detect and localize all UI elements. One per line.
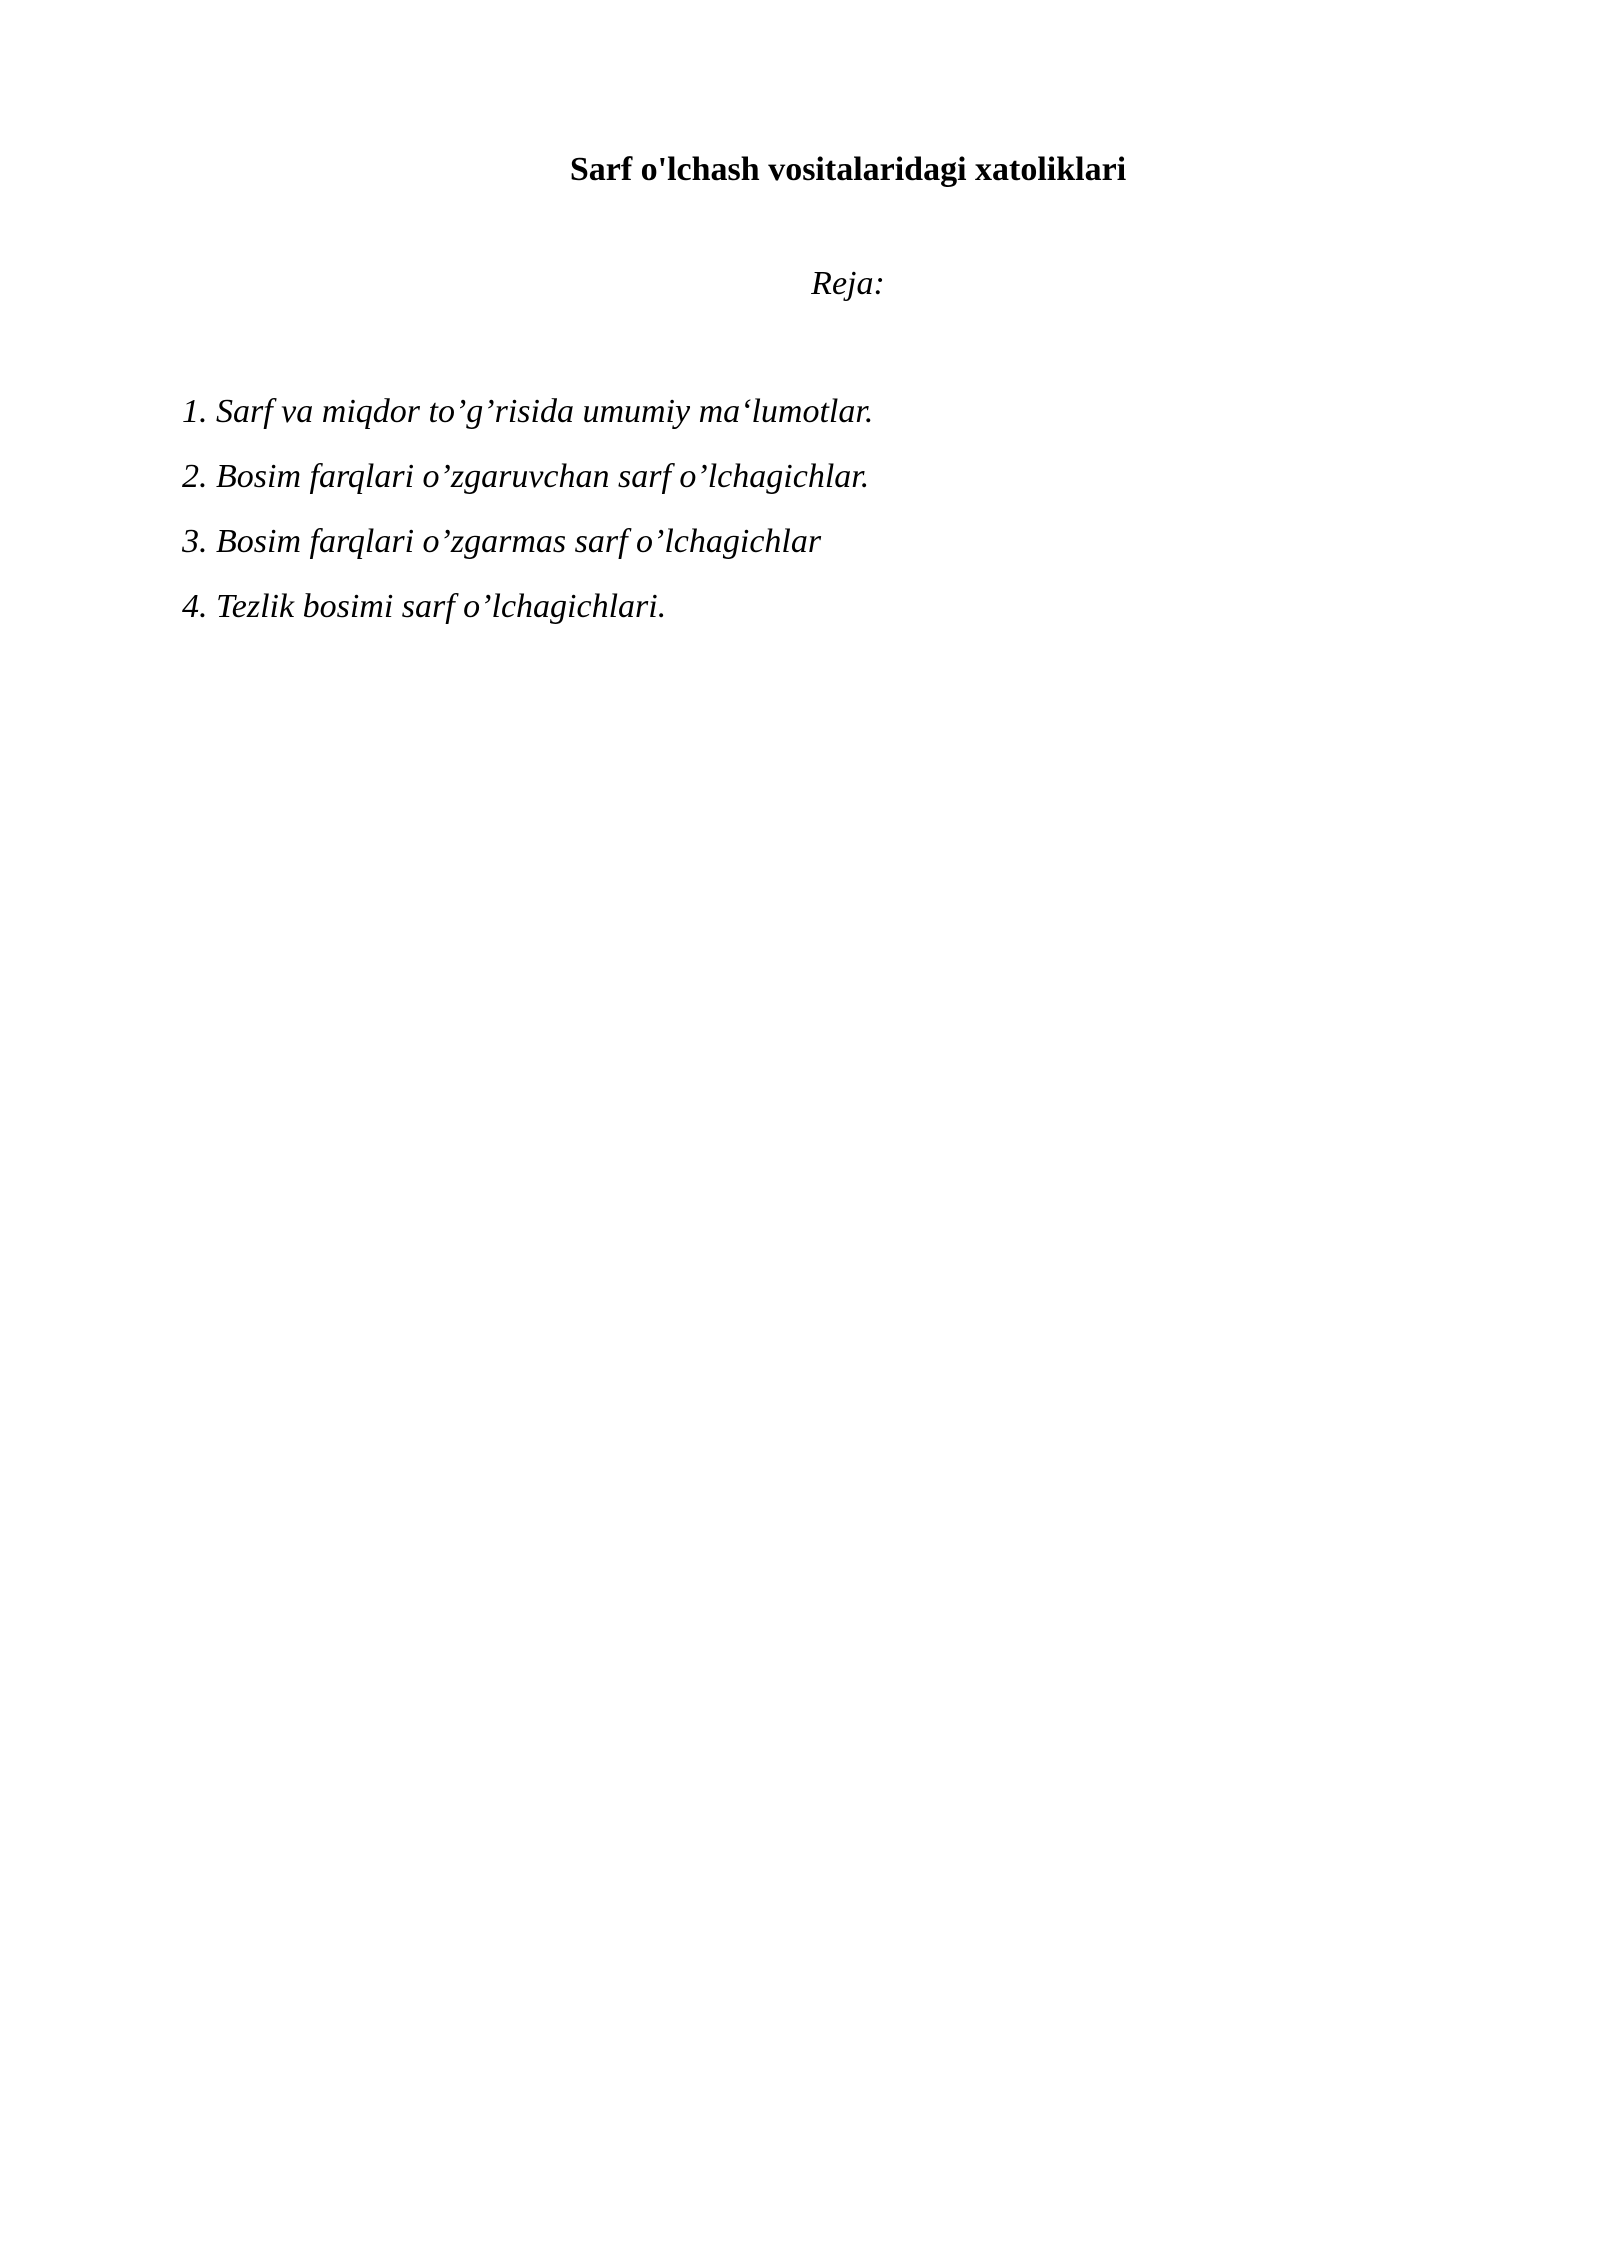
plan-item-3: 3. Bosim farqlari o’zgarmas sarf o’lchagichlar xyxy=(182,523,822,560)
plan-list xyxy=(182,392,873,652)
plan-item-4: 4. Tezlik bosimi sarf o’lchagichlari. xyxy=(182,588,667,625)
document-title: Sarf o'lchash vositalaridagi xatoliklari xyxy=(569,151,1127,188)
plan-heading: Reja: xyxy=(811,265,885,302)
plan-item-1: 1. Sarf va miqdor to’g’risida umumiy ma‘lumotlar. xyxy=(182,393,874,430)
plan-item-2: 2. Bosim farqlari o’zgaruvchan sarf o’lchagichlar. xyxy=(182,458,870,495)
